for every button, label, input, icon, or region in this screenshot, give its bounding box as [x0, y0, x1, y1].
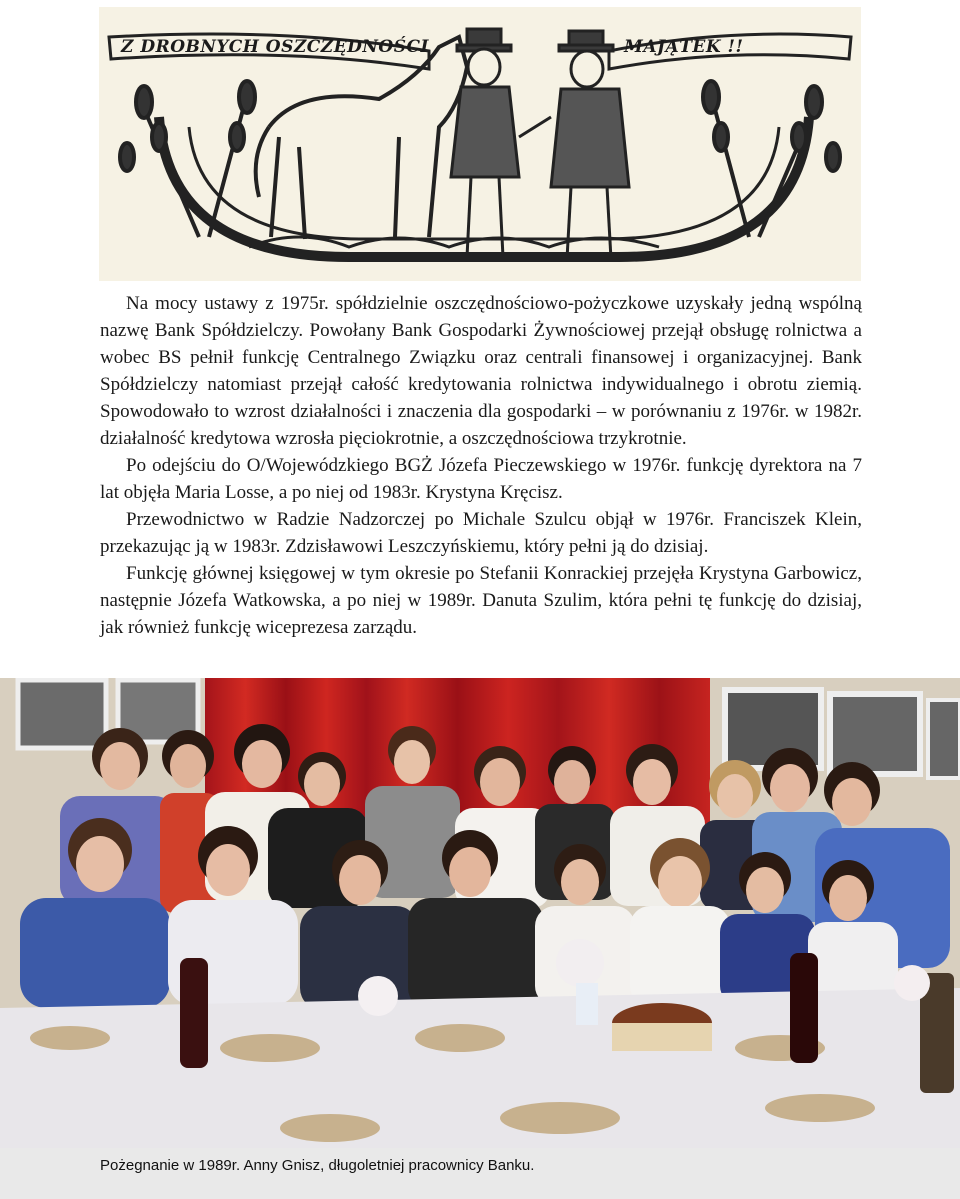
banner-left-text: Z DROBNYCH OSZCZĘDNOŚCI [121, 37, 430, 57]
group-photo-icon [0, 678, 960, 1148]
group-photo [0, 678, 960, 1148]
paragraph-3: Przewodnictwo w Radzie Nadzorczej po Michale Szulcu objął w 1976r. Franciszek Klein, przekazując ją w 1983r. Zdzisławowi Leszczyńskiemu, który pełni ją do dzisiaj. [100, 509, 862, 557]
paragraph-1: Na mocy ustawy z 1975r. spółdzielnie oszczędnościowo-pożyczkowe uzyskały jedną wspólną nazwę Bank Spółdzielczy. Powołany Bank Gospodarki Żywnościowej przejął obsługę rolnictwa a wobec BS pełnił funkcję Centralnego Związku oraz centrali finansowej i organizacyjnej. Bank Spółdzielczy natomiast przejął całość kredytowania rolnictwa indywidualnego i obrotu ziemią. Spowodowało to wzrost działalności i znaczenia dla gospodarki – w porównaniu z 1976r. w 1982r. działalność kredytowa wzrosła pięciokrotnie, a oszczędnościowa trzykrotnie. [100, 293, 862, 449]
body-text [100, 290, 862, 641]
paragraph-2: Po odejściu do O/Wojewódzkiego BGŻ Józefa Pieczewskiego w 1976r. funkcję dyrektora na 7 lat objęła Maria Losse, a po niej od 1983r. Krystyna Kręcisz. [100, 455, 862, 503]
paragraph-4: Funkcję głównej księgowej w tym okresie po Stefanii Konrackiej przejęła Krystyna Garbowicz, następnie Józefa Watkowska, a po niej w 1989r. Danuta Szulim, która pełni tę funkcję do dzisiaj, jak również funkcję wiceprezesa zarządu. [100, 563, 862, 638]
banner-right-text: MAJĄTEK !! [624, 37, 744, 57]
photo-caption: Pożegnanie w 1989r. Anny Gnisz, długoletniej pracownicy Banku. [100, 1157, 535, 1174]
header-illustration [99, 7, 861, 281]
